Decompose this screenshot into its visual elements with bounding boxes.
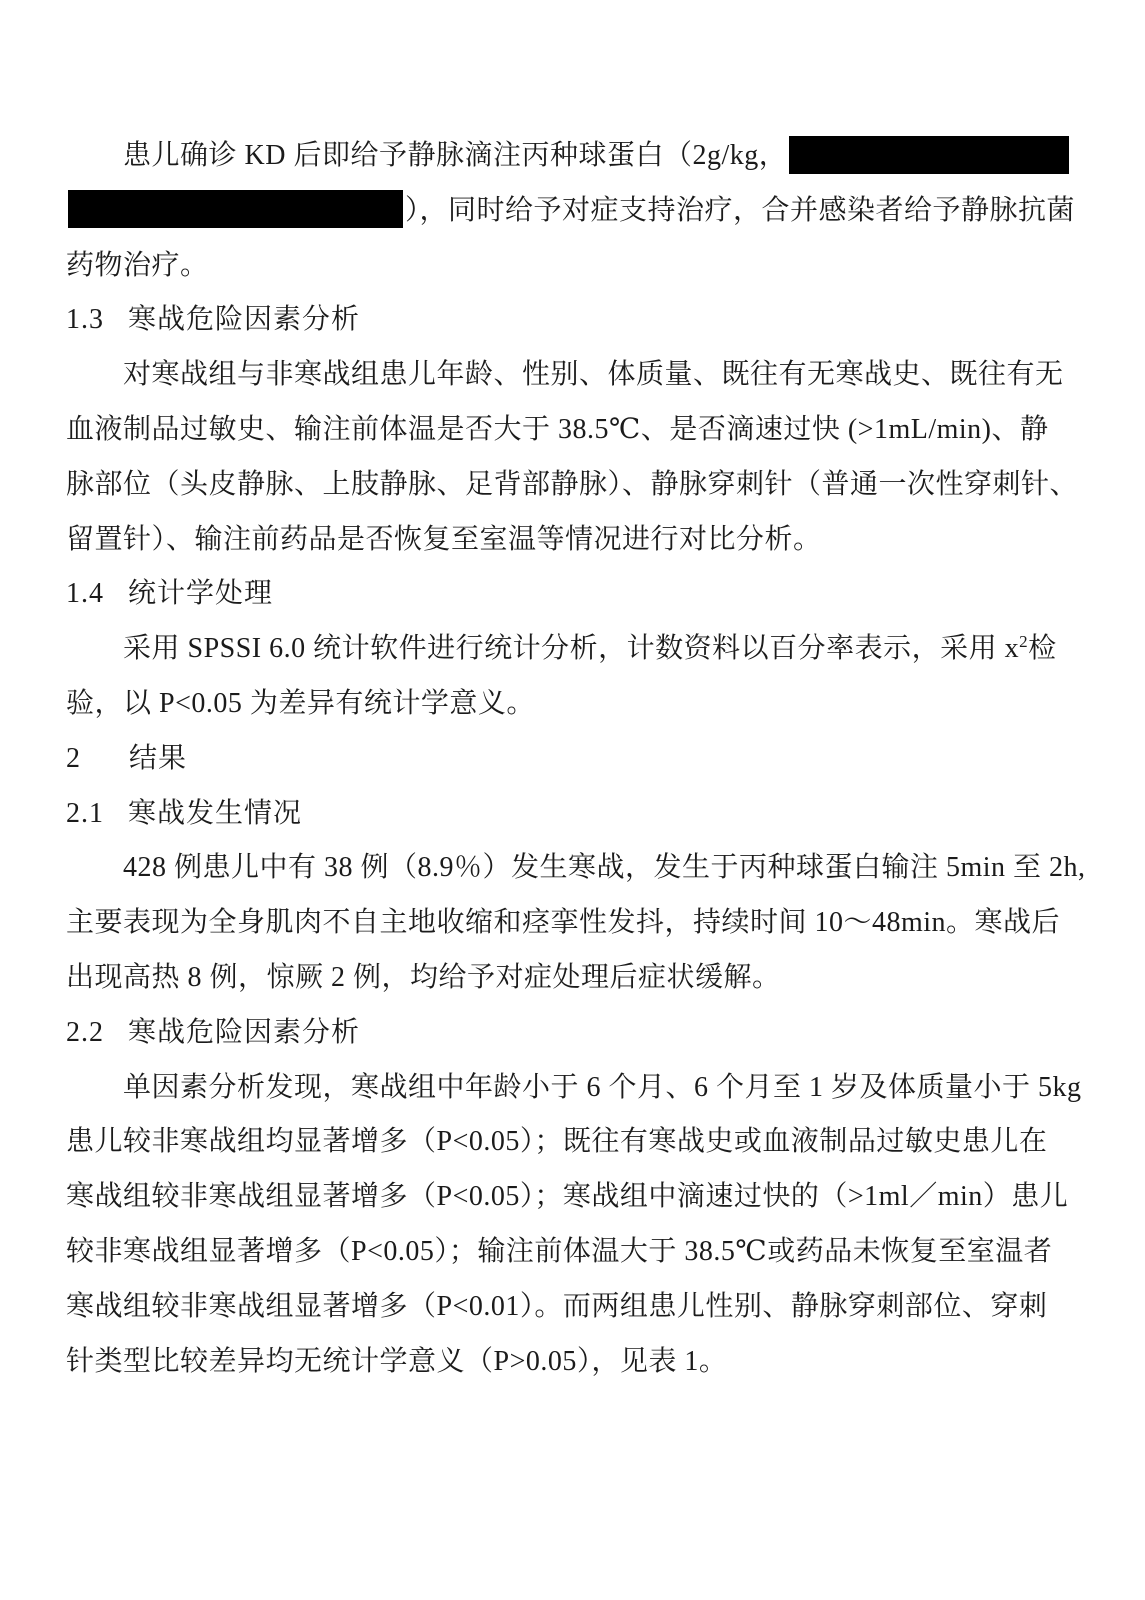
section-heading <box>66 567 1080 622</box>
text-line <box>66 896 1080 951</box>
text-line <box>66 513 1080 568</box>
section-heading <box>66 732 1080 787</box>
text-segment: 2 结果 <box>66 742 188 774</box>
text-segment: 脉部位（头皮静脉、上肢静脉、足背部静脉）、静脉穿刺针（普通一次性穿刺针、 <box>66 468 1079 500</box>
text-segment: ），同时给予对症支持治疗，合并感染者给予静脉抗菌 <box>405 194 1076 226</box>
text-line <box>66 403 1080 458</box>
text-line <box>66 348 1080 403</box>
text-segment: 针类型比较差异均无统计学意义（P>0.05），见表 1。 <box>66 1345 728 1377</box>
text-segment: 验，以 P<0.05 为差异有统计学意义。 <box>66 687 535 719</box>
text-segment: 出现高热 8 例，惊厥 2 例，均给予对症处理后症状缓解。 <box>66 961 781 993</box>
text-segment: 较非寒战组显著增多（P<0.05）；输注前体温大于 38.5℃或药品未恢复至室温者 <box>66 1235 1053 1267</box>
section-heading <box>66 787 1080 842</box>
document-body <box>66 129 1086 1389</box>
text-segment: 单因素分析发现，寒战组中年龄小于 6 个月、6 个月至 1 岁及体质量小于 5kg <box>123 1071 1082 1103</box>
text-line <box>66 622 1080 677</box>
redaction-bar <box>68 190 403 228</box>
text-segment: 主要表现为全身肌肉不自主地收缩和痉挛性发抖，持续时间 10～48min。寒战后 <box>66 907 1061 939</box>
text-segment: 1.3 寒战危险因素分析 <box>66 304 361 336</box>
text-line <box>66 951 1080 1006</box>
text-segment: 检 <box>1028 633 1057 665</box>
section-heading <box>66 293 1080 348</box>
text-line <box>66 239 1080 294</box>
text-line <box>66 1115 1080 1170</box>
text-line <box>66 1061 1080 1116</box>
redaction-bar <box>789 136 1069 174</box>
text-segment: 2.1 寒战发生情况 <box>66 797 303 829</box>
text-segment: 寒战组较非寒战组显著增多（P<0.01）。而两组患儿性别、静脉穿刺部位、穿刺 <box>66 1290 1048 1322</box>
text-line <box>66 841 1086 896</box>
text-segment: 患儿较非寒战组均显著增多（P<0.05）；既往有寒战史或血液制品过敏史患儿在 <box>66 1126 1048 1158</box>
text-segment: 2.2 寒战危险因素分析 <box>66 1016 361 1048</box>
text-line <box>66 1335 1080 1390</box>
text-segment: 血液制品过敏史、输注前体温是否大于 38.5℃、是否滴速过快 (>1mL/min)、静 <box>66 413 1049 445</box>
text-segment: 患儿确诊 KD 后即给予静脉滴注丙种球蛋白（2g/kg， <box>123 140 788 171</box>
text-segment: 对寒战组与非寒战组患儿年龄、性别、体质量、既往有无寒战史、既往有无 <box>123 359 1064 391</box>
text-line <box>66 677 1080 732</box>
section-heading <box>66 1006 1080 1061</box>
text-segment: 428 例患儿中有 38 例（8.9％）发生寒战，发生于丙种球蛋白输注 5min 至 2h, <box>123 852 1086 884</box>
text-segment: 药物治疗。 <box>66 249 209 281</box>
superscript-text: 2 <box>1019 631 1029 651</box>
text-line <box>66 1280 1080 1335</box>
text-line <box>66 458 1080 513</box>
text-line <box>66 1170 1080 1225</box>
text-line <box>66 1225 1080 1280</box>
text-line <box>66 184 1080 239</box>
text-segment: 1.4 统计学处理 <box>66 578 274 610</box>
text-segment: 采用 SPSSI 6.0 统计软件进行统计分析，计数资料以百分率表示，采用 x <box>123 633 1020 665</box>
text-segment: 留置针）、输注前药品是否恢复至室温等情况进行对比分析。 <box>66 523 822 555</box>
text-segment: 寒战组较非寒战组显著增多（P<0.05）；寒战组中滴速过快的（>1ml／min）患儿 <box>66 1181 1069 1213</box>
text-line <box>66 129 1080 184</box>
